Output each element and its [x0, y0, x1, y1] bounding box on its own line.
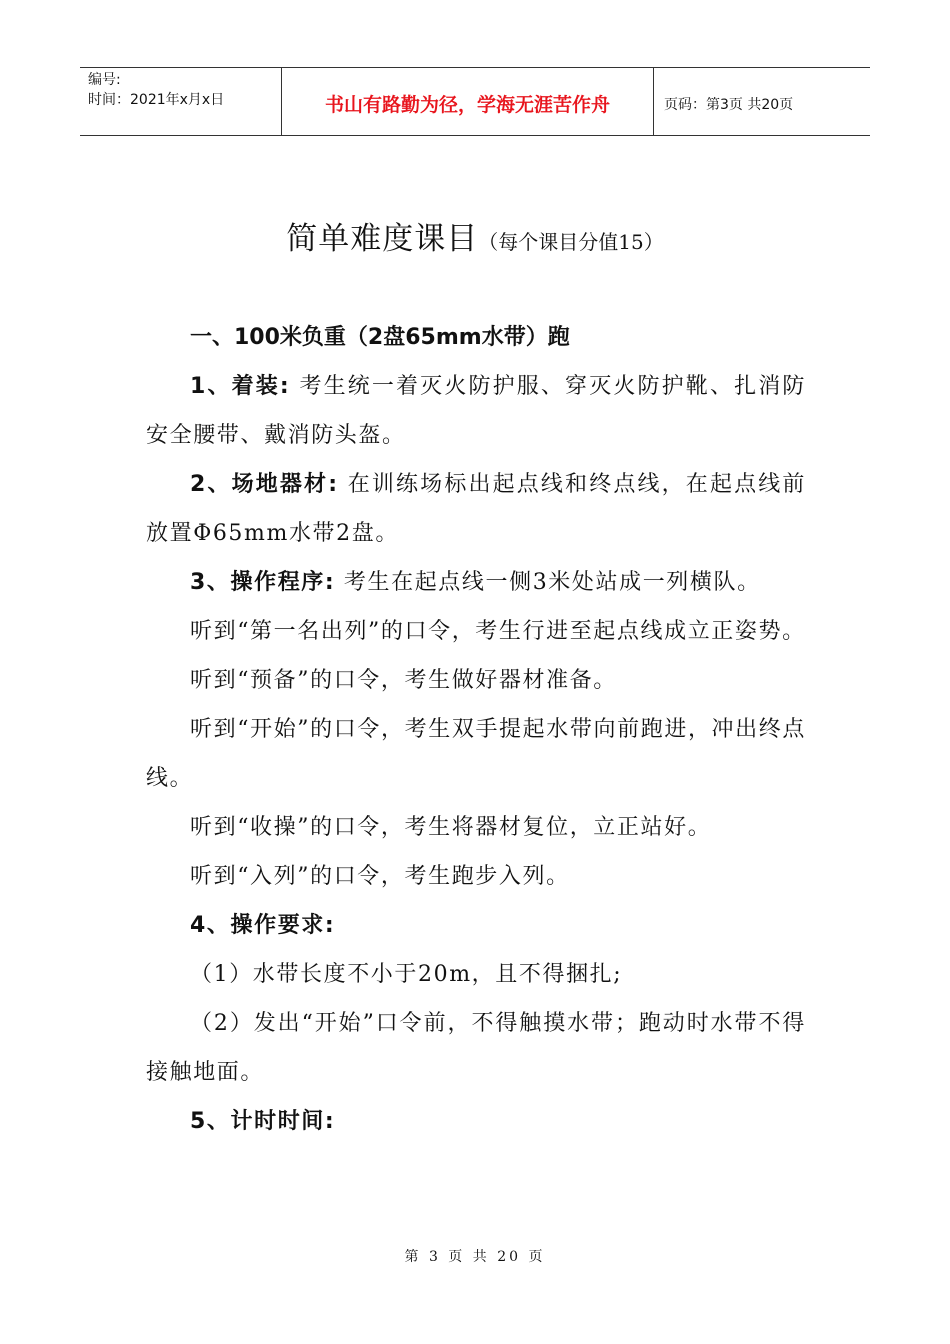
document-time-label: 时间：2021年x月x日	[88, 92, 225, 108]
header-page-info: 页码：第3页 共20页	[664, 96, 794, 113]
document-number-label: 编号:	[88, 72, 121, 88]
page-title-note: （每个课目分值15）	[478, 230, 664, 254]
procedure-step: 听到“开始”的口令，考生双手提起水带向前跑进，冲出终点线。	[146, 717, 806, 791]
document-body	[146, 313, 806, 1146]
page-footer: 第 3 页 共 20 页	[404, 1249, 546, 1265]
section-heading: 一、100米负重（2盘65mm水带）跑	[190, 325, 570, 350]
page-title	[0, 213, 950, 258]
item-attire-text: 考生统一着灭火防护服、穿灭火防护靴、扎消防安全腰带、戴消防头盔。	[146, 374, 806, 448]
header-page-cell	[654, 68, 870, 135]
item-procedure	[146, 558, 806, 607]
procedure-step: 听到“收操”的口令，考生将器材复位，立正站好。	[190, 815, 712, 840]
header-motto-cell	[282, 68, 654, 135]
header-table	[80, 67, 870, 136]
header-motto: 书山有路勤为径，学海无涯苦作舟	[324, 94, 610, 116]
item-attire	[146, 362, 806, 460]
procedure-step: 听到“预备”的口令，考生做好器材准备。	[190, 668, 617, 693]
header-meta-cell	[80, 68, 282, 135]
procedure-step: 听到“第一名出列”的口令，考生行进至起点线成立正姿势。	[190, 619, 806, 644]
item-timing-label: 5、计时时间:	[190, 1109, 336, 1134]
procedure-step: 听到“入列”的口令，考生跑步入列。	[190, 864, 570, 889]
item-requirements-label: 4、操作要求:	[190, 913, 336, 938]
item-procedure-label: 3、操作程序:	[190, 570, 336, 595]
item-equipment	[146, 460, 806, 558]
item-equipment-label: 2、场地器材:	[190, 472, 339, 497]
item-attire-label: 1、着装:	[190, 374, 291, 399]
item-equipment-text: 在训练场标出起点线和终点线，在起点线前放置Φ65mm水带2盘。	[146, 472, 806, 546]
requirement-line: （1）水带长度不小于20m，且不得捆扎;	[190, 962, 623, 987]
requirement-line: （2）发出“开始”口令前，不得触摸水带；跑动时水带不得接触地面。	[146, 1011, 806, 1085]
item-requirements	[146, 901, 806, 950]
page-title-main: 简单难度课目	[286, 221, 479, 257]
item-timing	[146, 1097, 806, 1146]
item-procedure-text: 考生在起点线一侧3米处站成一列横队。	[335, 570, 761, 595]
